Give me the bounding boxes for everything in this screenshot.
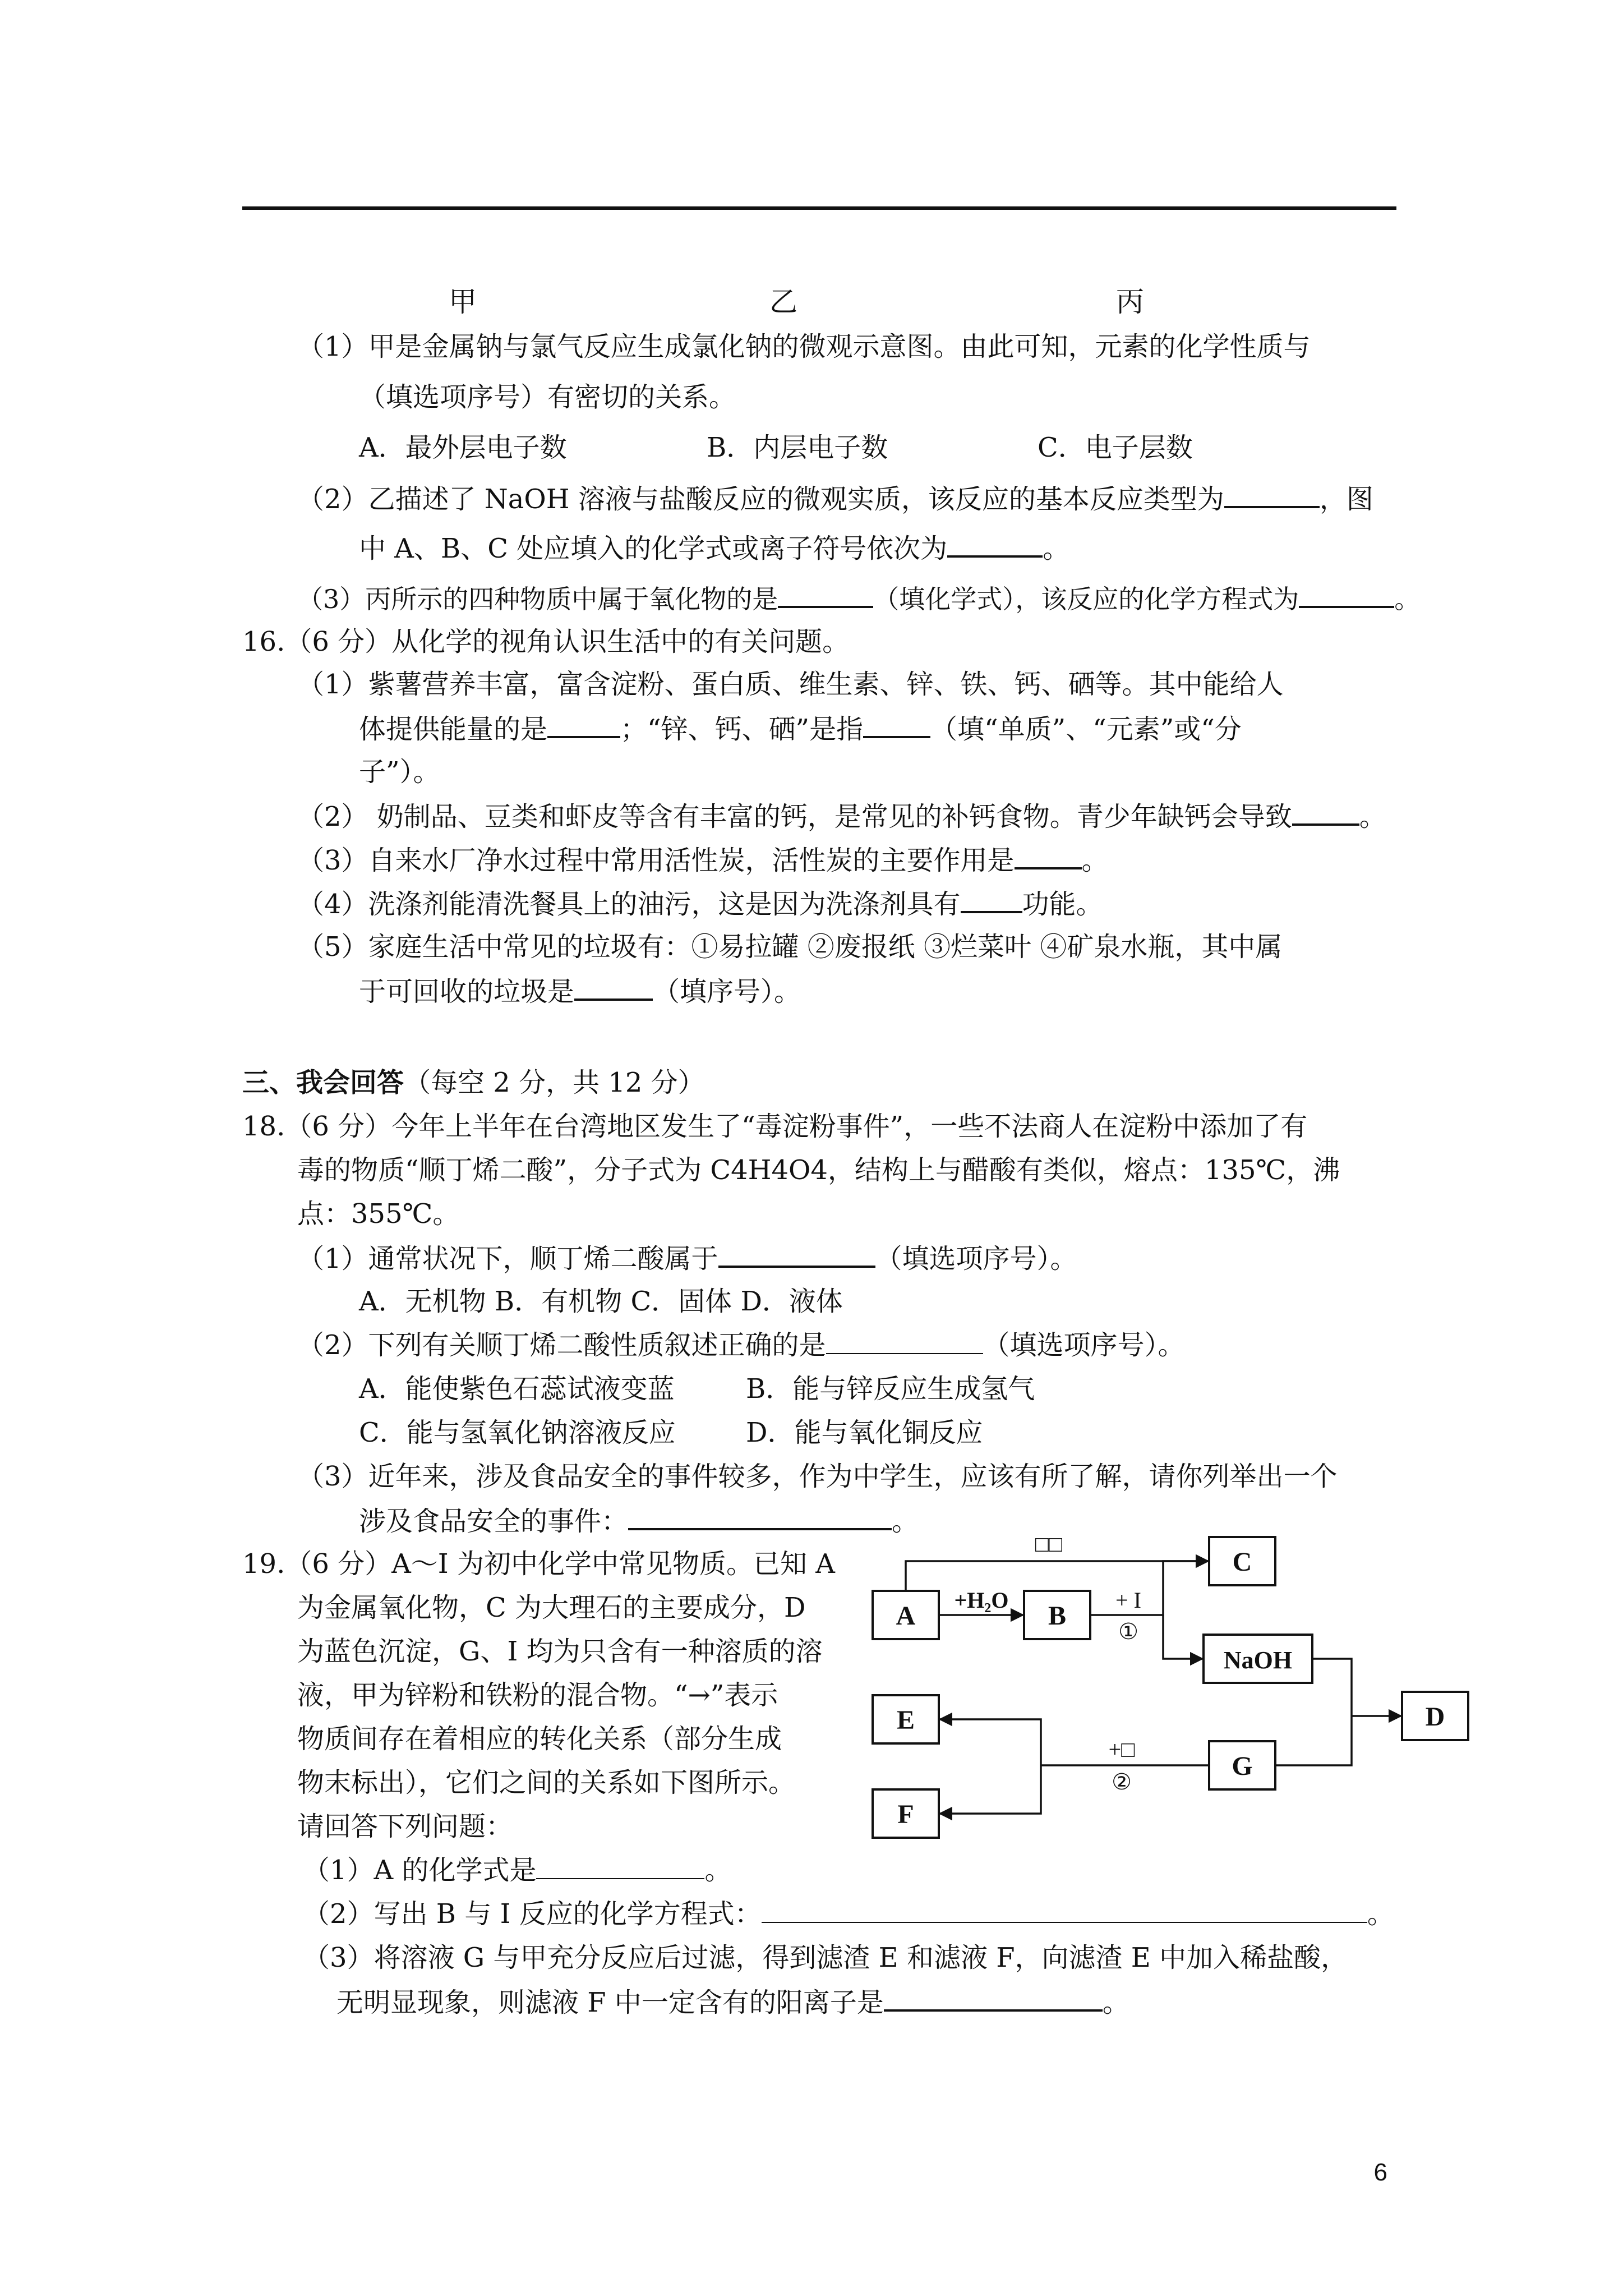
q15-part1-line1: （1）甲是金属钠与氯气反应生成氯化钠的微观示意图。由此可知，元素的化学性质与 xyxy=(297,331,1311,362)
q16-part1-line1: （1）紫薯营养丰富，富含淀粉、蛋白质、维生素、锌、铁、钙、硒等。其中能给人 xyxy=(297,669,1284,700)
q18-part1: （1）通常状况下，顺丁烯二酸属于 （填选项序号）。 xyxy=(297,1241,1077,1276)
q15-option-b: B．内层电子数 xyxy=(707,432,888,463)
q19-part2: （2）写出 B 与 I 反应的化学方程式： 。 xyxy=(303,1898,1394,1930)
top-arrow-label: □□ xyxy=(1035,1531,1063,1557)
q19-line5: 物质间存在着相应的转化关系（部分生成 xyxy=(297,1723,782,1755)
node-a-label: A xyxy=(896,1601,916,1631)
arrow-g-to-f xyxy=(940,1765,1041,1814)
q18-part2: （2）下列有关顺丁烯二酸性质叙述正确的是 （填选项序号）。 xyxy=(297,1329,1185,1361)
q19-part3-line1: （3）将溶液 G 与甲充分反应后过滤，得到滤渣 E 和滤液 F，向滤渣 E 中加入稀盐酸， xyxy=(303,1942,1348,1973)
label-bing: 丙 xyxy=(1116,286,1144,318)
q18-part2-option-c: C．能与氢氧化钠溶液反应 xyxy=(359,1417,676,1448)
q16-part3: （3）自来水厂净水过程中常用活性炭，活性炭的主要作用是 。 xyxy=(297,843,1109,877)
node-g-label: G xyxy=(1232,1751,1253,1781)
q15-option-a: A．最外层电子数 xyxy=(359,432,567,463)
node-d-label: D xyxy=(1425,1702,1445,1732)
q15-part2-line1: （2）乙描述了 NaOH 溶液与盐酸反应的微观实质，该反应的基本反应类型为 ，图 xyxy=(297,481,1373,516)
label-yi: 乙 xyxy=(769,286,797,318)
q18-part2-option-b: B．能与锌反应生成氢气 xyxy=(746,1373,1035,1405)
q16-part2: （2） 奶制品、豆类和虾皮等含有丰富的钙，是常见的补钙食物。青少年缺钙会导致 。 xyxy=(297,799,1386,834)
q16-part1-line3: 子”）。 xyxy=(359,756,440,788)
q18-line1: 18.（6 分）今年上半年在台湾地区发生了“毒淀粉事件”，一些不法商人在淀粉中添加了有 xyxy=(242,1111,1308,1142)
q19-line3: 为蓝色沉淀，G、I 均为只含有一种溶质的溶 xyxy=(297,1636,823,1667)
q18-line3: 点：355℃。 xyxy=(297,1198,460,1230)
q16-part5-line1: （5）家庭生活中常见的垃圾有：①易拉罐 ②废报纸 ③烂菜叶 ④矿泉水瓶，其中属 xyxy=(297,931,1283,963)
q15-part2-line2: 中 A、B、C 处应填入的化学式或离子符号依次为 。 xyxy=(359,531,1069,565)
arrow-b-to-naoh xyxy=(1163,1615,1202,1659)
label-jia: 甲 xyxy=(449,286,477,318)
q18-part1-options: A．无机物 B．有机物 C．固体 D．液体 xyxy=(359,1286,843,1317)
node-f-label: F xyxy=(897,1800,914,1829)
q19-line1: 19.（6 分）A～I 为初中化学中常见物质。已知 A xyxy=(242,1548,835,1580)
q19-line7: 请回答下列问题： xyxy=(297,1811,513,1842)
q16-heading: 16.（6 分）从化学的视角认识生活中的有关问题。 xyxy=(242,626,850,657)
q19-line2: 为金属氧化物，C 为大理石的主要成分，D xyxy=(297,1592,806,1623)
arrow-b-to-c xyxy=(1090,1561,1208,1615)
q15-option-c: C．电子层数 xyxy=(1038,432,1193,463)
q18-line2: 毒的物质“顺丁烯二酸”，分子式为 C4H4O4，结构上与醋酸有类似，熔点：135℃，沸 xyxy=(297,1154,1340,1186)
page-number: 6 xyxy=(1373,2159,1387,2186)
h2o-label: +H₂O xyxy=(954,1588,1009,1613)
circle-one-label: ① xyxy=(1118,1619,1138,1644)
q19-line6: 物末标出），它们之间的关系如下图所示。 xyxy=(297,1767,796,1798)
q18-part2-option-a: A．能使紫色石蕊试液变蓝 xyxy=(359,1373,675,1405)
q19-line4: 液，甲为锌粉和铁粉的混合物。“→”表示 xyxy=(297,1680,778,1711)
section3-heading: 三、我会回答（每空 2 分，共 12 分） xyxy=(242,1067,705,1098)
arrow-g-to-e xyxy=(940,1719,1041,1765)
q18-part2-option-d: D．能与氧化铜反应 xyxy=(746,1417,983,1448)
plus-i-label: + I xyxy=(1115,1588,1141,1613)
node-b-label: B xyxy=(1048,1601,1067,1631)
q16-part4: （4）洗涤剂能清洗餐具上的油污，这是因为洗涤剂具有 功能。 xyxy=(297,886,1103,921)
node-naoh-label: NaOH xyxy=(1223,1646,1293,1674)
node-c-label: C xyxy=(1232,1547,1252,1577)
q19-part1: （1）A 的化学式是 。 xyxy=(303,1855,732,1886)
q16-part5-line2: 于可回收的垃圾是 （填序号）。 xyxy=(359,974,801,1009)
q15-part3: （3）丙所示的四种物质中属于氧化物的是 （填化学式），该反应的化学方程式为 。 xyxy=(297,581,1420,616)
node-e-label: E xyxy=(896,1705,915,1735)
plus-box-label: +□ xyxy=(1108,1737,1135,1762)
circle-two-label: ② xyxy=(1112,1769,1132,1795)
q16-part1-line2: 体提供能量的是 ；“锌、钙、硒”是指 （填“单质”、“元素”或“分 xyxy=(359,711,1242,746)
q19-part3-line2: 无明显现象，则滤液 F 中一定含有的阳离子是 。 xyxy=(336,1985,1129,2019)
q15-part1-line2: （填选项序号）有密切的关系。 xyxy=(359,381,736,413)
q18-part3-line2: 涉及食品安全的事件： 。 xyxy=(359,1503,919,1538)
q18-part3-line1: （3）近年来，涉及食品安全的事件较多，作为中学生，应该有所了解，请你列举出一个 xyxy=(297,1461,1338,1492)
